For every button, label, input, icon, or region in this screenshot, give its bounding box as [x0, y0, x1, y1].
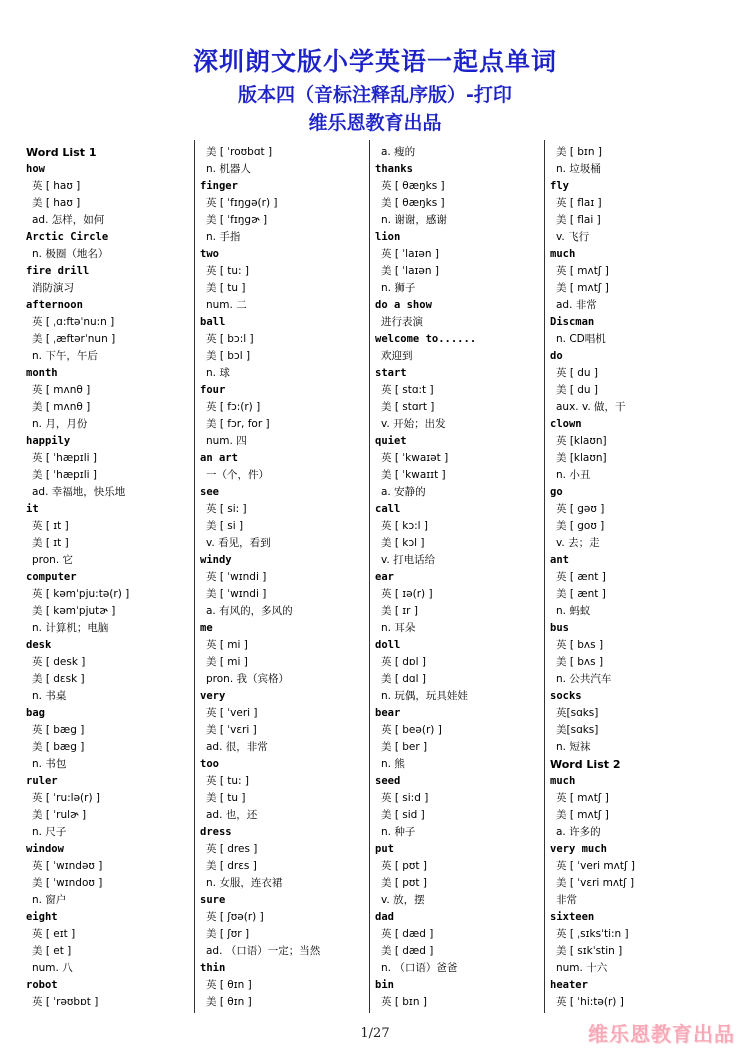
word-headword: go: [550, 486, 563, 498]
word-headword: window: [26, 843, 64, 855]
word-detail-line: 英 [ ˈwɪndi ]: [206, 571, 267, 583]
word-headword: very: [200, 690, 226, 702]
word-detail-line: 美[sɑks]: [556, 724, 599, 736]
word-headword: start: [375, 367, 407, 379]
word-detail-line: 美 [ dɑl ]: [381, 673, 426, 685]
word-detail-line: 美 [ flai ]: [556, 214, 601, 226]
word-detail-line: 英 [ mi ]: [206, 639, 248, 651]
word-detail-line: ad. 也，还: [206, 809, 258, 821]
word-detail-line: 英 [ ˈrəʊbɒt ]: [32, 996, 99, 1008]
word-headword: doll: [375, 639, 401, 651]
word-headword: how: [26, 163, 45, 175]
word-headword: bin: [375, 979, 394, 991]
word-headword: bear: [375, 707, 401, 719]
word-headword: much: [550, 248, 576, 260]
word-detail-line: 英 [ beə(r) ]: [381, 724, 442, 736]
word-detail-line: 英 [ eɪt ]: [32, 928, 76, 940]
word-detail-line: 英 [ ˈru:lə(r) ]: [32, 792, 100, 804]
word-headword: ant: [550, 554, 569, 566]
word-detail-line: 美 [ bæg ]: [32, 741, 85, 753]
word-headword: see: [200, 486, 219, 498]
word-headword: Arctic Circle: [26, 231, 109, 243]
word-detail-line: 美 [klaʊn]: [556, 452, 607, 464]
word-detail-line: n. 种子: [381, 826, 416, 838]
column-divider: [369, 140, 370, 1013]
word-detail-line: 英 [ ˈhi:tə(r) ]: [556, 996, 624, 1008]
word-detail-line: v. 看见，看到: [206, 537, 271, 549]
word-detail-line: 英 [ du ]: [556, 367, 599, 379]
word-headword: dress: [200, 826, 232, 838]
word-detail-line: n. 极圈（地名）: [32, 248, 109, 260]
word-headword: socks: [550, 690, 582, 702]
word-detail-line: 美 [ ˈhæpɪli ]: [32, 469, 97, 481]
word-detail-line: a. 有风的，多风的: [206, 605, 293, 617]
word-detail-line: 美 [ du ]: [556, 384, 599, 396]
word-headword: seed: [375, 775, 401, 787]
word-detail-line: n. 下午，午后: [32, 350, 98, 362]
word-headword: sure: [200, 894, 226, 906]
word-detail-line: pron. 我（宾格）: [206, 673, 290, 685]
word-detail-line: 美 [ ɪr ]: [381, 605, 418, 617]
word-detail-line: 英 [ kɔ:l ]: [381, 520, 429, 532]
word-detail-line: 英 [ θæŋks ]: [381, 180, 445, 192]
word-headword: happily: [26, 435, 71, 447]
word-detail-line: 美 [ mʌtʃ ]: [556, 809, 609, 821]
word-detail-line: 英 [ tu: ]: [206, 265, 250, 277]
word-headword: call: [375, 503, 401, 515]
word-detail-line: 一（个，件）: [206, 469, 269, 481]
word-detail-line: 英 [ dres ]: [206, 843, 258, 855]
word-detail-line: 欢迎到: [381, 350, 413, 362]
word-detail-line: 美 [ ˈroʊbɑt ]: [206, 146, 273, 158]
word-detail-line: ad. 很，非常: [206, 741, 268, 753]
word-detail-line: 英 [ ˌsɪksˈti:n ]: [556, 928, 629, 940]
word-detail-line: 英 [ bɪn ]: [381, 996, 427, 1008]
word-headword: sixteen: [550, 911, 595, 923]
word-detail-line: 美 [ bʌs ]: [556, 656, 604, 668]
word-detail-line: 美 [ sɪkˈstin ]: [556, 945, 623, 957]
word-detail-line: n. 女服，连衣裙: [206, 877, 283, 889]
word-headword: heater: [550, 979, 588, 991]
word-headword: an art: [200, 452, 238, 464]
word-detail-line: 美 [ goʊ ]: [556, 520, 605, 532]
word-detail-line: 美 [ si ]: [206, 520, 244, 532]
word-detail-line: 美 [ θæŋks ]: [381, 197, 445, 209]
word-detail-line: pron. 它: [32, 554, 74, 566]
word-detail-line: n. 窗户: [32, 894, 67, 906]
word-headword: windy: [200, 554, 232, 566]
word-detail-line: 美 [ sid ]: [381, 809, 425, 821]
word-detail-line: v. 去；走: [556, 537, 600, 549]
word-detail-line: ad. （口语）一定；当然: [206, 945, 321, 957]
word-detail-line: a. 许多的: [556, 826, 601, 838]
word-detail-line: 英 [ ˈfɪŋgə(r) ]: [206, 197, 278, 209]
word-list-heading: Word List 2: [550, 758, 621, 771]
word-detail-line: 英 [ ˈveri ]: [206, 707, 258, 719]
word-detail-line: n. 短袜: [556, 741, 591, 753]
word-headword: put: [375, 843, 394, 855]
word-headword: two: [200, 248, 219, 260]
word-detail-line: v. 开始；出发: [381, 418, 446, 430]
word-detail-line: n. 手指: [206, 231, 241, 243]
word-detail-line: 英 [ mʌtʃ ]: [556, 792, 609, 804]
word-detail-line: 美 [ stɑrt ]: [381, 401, 435, 413]
word-headword: month: [26, 367, 58, 379]
word-detail-line: 美 [ ˈrulɚ ]: [32, 809, 87, 821]
word-detail-line: n. 球: [206, 367, 230, 379]
watermark: 维乐恩教育出品: [588, 1022, 735, 1046]
word-detail-line: num. 十六: [556, 962, 608, 974]
word-detail-line: n. 垃圾桶: [556, 163, 601, 175]
word-headword: very much: [550, 843, 607, 855]
word-detail-line: ad. 幸福地，快乐地: [32, 486, 126, 498]
word-detail-line: n. CD唱机: [556, 333, 606, 345]
word-detail-line: 美 [ θɪn ]: [206, 996, 252, 1008]
word-detail-line: 英 [ ænt ]: [556, 571, 606, 583]
word-detail-line: 英 [ ˈhæpɪli ]: [32, 452, 97, 464]
word-headword: thin: [200, 962, 226, 974]
word-detail-line: n. （口语）爸爸: [381, 962, 458, 974]
word-detail-line: 英 [ ɪt ]: [32, 520, 69, 532]
document-publisher: 维乐恩教育出品: [308, 112, 442, 134]
word-detail-line: 美 [ ˈwɪndi ]: [206, 588, 267, 600]
word-headword: afternoon: [26, 299, 83, 311]
word-detail-line: 美 [ tu ]: [206, 792, 246, 804]
word-headword: Discman: [550, 316, 595, 328]
word-detail-line: 英 [ tu: ]: [206, 775, 250, 787]
word-detail-line: 英 [ pʊt ]: [381, 860, 427, 872]
word-detail-line: 英 [ desk ]: [32, 656, 86, 668]
word-headword: fire drill: [26, 265, 90, 277]
word-headword: four: [200, 384, 226, 396]
word-detail-line: 美 [ et ]: [32, 945, 72, 957]
word-column-2: [200, 144, 368, 1011]
word-headword: me: [200, 622, 213, 634]
word-detail-line: n. 机器人: [206, 163, 251, 175]
word-detail-line: 英 [ ˈlaɪən ]: [381, 248, 439, 260]
page-number: 1/27: [360, 1026, 390, 1041]
word-detail-line: num. 二: [206, 299, 247, 311]
word-detail-line: 英 [ bʌs ]: [556, 639, 604, 651]
word-detail-line: 美 [ ˈvɛri mʌtʃ ]: [556, 877, 635, 889]
word-headword: eight: [26, 911, 58, 923]
word-detail-line: 美 [ bɪn ]: [556, 146, 602, 158]
word-headword: welcome to......: [375, 333, 477, 345]
word-detail-line: 美 [ mʌnθ ]: [32, 401, 91, 413]
word-detail-line: 美 [ mʌtʃ ]: [556, 282, 609, 294]
document-title: 深圳朗文版小学英语一起点单词: [192, 47, 557, 76]
word-detail-line: 英 [klaʊn]: [556, 435, 607, 447]
word-detail-line: n. 计算机；电脑: [32, 622, 109, 634]
word-detail-line: 美 [ dæd ]: [381, 945, 434, 957]
word-detail-line: 英 [ ɪə(r) ]: [381, 588, 433, 600]
word-headword: ear: [375, 571, 394, 583]
word-detail-line: 英 [ si: ]: [206, 503, 247, 515]
word-detail-line: n. 小丑: [556, 469, 591, 481]
word-column-4: [550, 144, 718, 1011]
word-detail-line: 美 [ bɔl ]: [206, 350, 251, 362]
word-detail-line: 英 [ stɑ:t ]: [381, 384, 434, 396]
word-detail-line: ad. 怎样，如何: [32, 214, 105, 226]
word-detail-line: 英 [ flaɪ ]: [556, 197, 602, 209]
column-divider: [194, 140, 195, 1013]
word-detail-line: 英 [ ˈwɪndəʊ ]: [32, 860, 103, 872]
word-headword: robot: [26, 979, 58, 991]
word-detail-line: a. 瘦的: [381, 146, 416, 158]
word-headword: ruler: [26, 775, 58, 787]
word-detail-line: 美 [ ˈwɪndoʊ ]: [32, 877, 103, 889]
word-detail-line: n. 书包: [32, 758, 67, 770]
word-detail-line: 英 [ si:d ]: [381, 792, 429, 804]
word-detail-line: ad. 非常: [556, 299, 597, 311]
word-column-3: [375, 144, 543, 1011]
word-headword: finger: [200, 180, 238, 192]
word-detail-line: aux. v. 做，干: [556, 401, 626, 413]
word-detail-line: 美 [ mi ]: [206, 656, 248, 668]
word-headword: computer: [26, 571, 77, 583]
word-detail-line: 美 [ ˈlaɪən ]: [381, 265, 439, 277]
word-headword: quiet: [375, 435, 407, 447]
word-detail-line: 美 [ ɪt ]: [32, 537, 69, 549]
word-detail-line: 美 [ ˌæftərˈnun ]: [32, 333, 116, 345]
word-detail-line: n. 公共汽车: [556, 673, 612, 685]
word-detail-line: 美 [ drɛs ]: [206, 860, 257, 872]
word-detail-line: a. 安静的: [381, 486, 426, 498]
word-detail-line: 美 [ dɛsk ]: [32, 673, 85, 685]
column-divider: [544, 140, 545, 1013]
word-headword: do: [550, 350, 563, 362]
word-detail-line: 美 [ kəmˈpjutɚ ]: [32, 605, 116, 617]
word-detail-line: num. 四: [206, 435, 247, 447]
word-detail-line: v. 打电话给: [381, 554, 436, 566]
word-detail-line: 英 [ θɪn ]: [206, 979, 252, 991]
word-detail-line: 英 [ ˈkwaɪət ]: [381, 452, 449, 464]
word-detail-line: 英 [ ˌɑ:ftəˈnu:n ]: [32, 316, 115, 328]
word-detail-line: 美 [ kɔl ]: [381, 537, 425, 549]
word-detail-line: 美 [ ˈkwaɪɪt ]: [381, 469, 446, 481]
word-detail-line: 英 [ ʃʊə(r) ]: [206, 911, 264, 923]
word-detail-line: n. 狮子: [381, 282, 416, 294]
word-detail-line: n. 蚂蚁: [556, 605, 591, 617]
word-headword: clown: [550, 418, 582, 430]
word-column-1: [26, 144, 194, 1011]
word-detail-line: 英 [ haʊ ]: [32, 180, 81, 192]
word-detail-line: 英 [ mʌnθ ]: [32, 384, 91, 396]
word-detail-line: 进行表演: [381, 316, 423, 328]
word-detail-line: 美 [ ˈvɛri ]: [206, 724, 257, 736]
word-detail-line: 消防演习: [32, 282, 74, 294]
word-detail-line: n. 谢谢，感谢: [381, 214, 447, 226]
word-headword: bag: [26, 707, 45, 719]
document-subtitle: 版本四（音标注释乱序版）-打印: [238, 84, 512, 106]
word-headword: dad: [375, 911, 394, 923]
word-detail-line: 美 [ fɔr, for ]: [206, 418, 270, 430]
word-headword: lion: [375, 231, 401, 243]
word-detail-line: 英 [ gəʊ ]: [556, 503, 605, 515]
word-headword: desk: [26, 639, 52, 651]
word-detail-line: v. 飞行: [556, 231, 590, 243]
word-headword: much: [550, 775, 576, 787]
word-detail-line: 美 [ ber ]: [381, 741, 428, 753]
word-detail-line: 英 [ ˈveri mʌtʃ ]: [556, 860, 635, 872]
word-detail-line: n. 月，月份: [32, 418, 88, 430]
word-headword: ball: [200, 316, 226, 328]
word-detail-line: 英 [ mʌtʃ ]: [556, 265, 609, 277]
word-detail-line: 英 [ bæg ]: [32, 724, 85, 736]
word-headword: fly: [550, 180, 569, 192]
word-detail-line: 美 [ ˈfɪŋgɚ ]: [206, 214, 268, 226]
word-detail-line: 非常: [556, 894, 577, 906]
word-detail-line: num. 八: [32, 962, 73, 974]
word-detail-line: 美 [ ænt ]: [556, 588, 606, 600]
word-detail-line: 美 [ pʊt ]: [381, 877, 427, 889]
word-detail-line: n. 耳朵: [381, 622, 416, 634]
word-detail-line: n. 熊: [381, 758, 405, 770]
word-detail-line: 英 [ dæd ]: [381, 928, 434, 940]
word-headword: thanks: [375, 163, 413, 175]
word-detail-line: n. 玩偶，玩具娃娃: [381, 690, 468, 702]
word-detail-line: n. 尺子: [32, 826, 67, 838]
word-detail-line: 英 [ bɔ:l ]: [206, 333, 254, 345]
word-list-heading: Word List 1: [26, 146, 97, 159]
word-headword: do a show: [375, 299, 432, 311]
word-detail-line: 美 [ haʊ ]: [32, 197, 81, 209]
word-headword: it: [26, 503, 39, 515]
word-detail-line: n. 书桌: [32, 690, 67, 702]
word-headword: too: [200, 758, 219, 770]
word-detail-line: v. 放，摆: [381, 894, 425, 906]
word-detail-line: 英 [ fɔ:(r) ]: [206, 401, 261, 413]
word-detail-line: 英 [ kəmˈpju:tə(r) ]: [32, 588, 130, 600]
word-detail-line: 英 [ dɒl ]: [381, 656, 426, 668]
word-detail-line: 美 [ tu ]: [206, 282, 246, 294]
word-detail-line: 美 [ ʃʊr ]: [206, 928, 250, 940]
word-headword: bus: [550, 622, 569, 634]
word-detail-line: 英[sɑks]: [556, 707, 599, 719]
